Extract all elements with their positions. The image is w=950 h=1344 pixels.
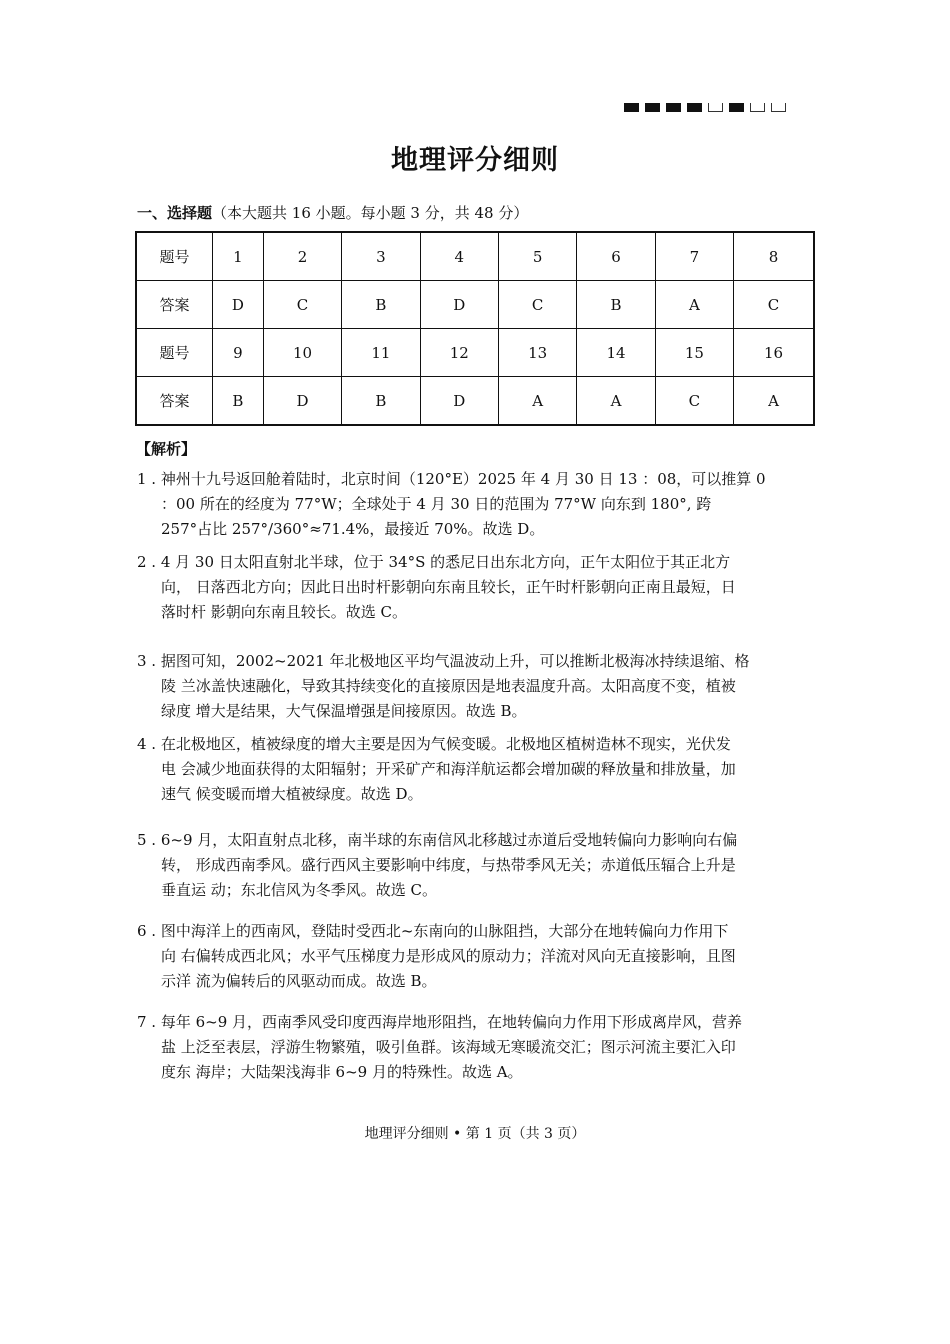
answer-table — [135, 231, 815, 426]
table-cell: A — [734, 377, 814, 426]
table-cell: 6 — [577, 232, 655, 281]
header-mark — [687, 103, 702, 112]
table-cell: A — [577, 377, 655, 426]
analysis-item — [137, 732, 813, 807]
table-cell: D — [420, 377, 498, 426]
analysis-line: 3 . 据图可知，2002~2021 年北极地区平均气温波动上升，可以推断北极海冰持续退缩、格 — [137, 652, 750, 670]
header-mark — [666, 103, 681, 112]
table-cell: 8 — [734, 232, 814, 281]
analysis-item — [137, 828, 813, 903]
analysis-line: 7 . 每年 6~9 月，西南季风受印度西海岸地形阻挡，在地转偏向力作用下形成离岸风，营养 — [137, 1013, 743, 1031]
row-header: 题号 — [136, 329, 213, 377]
page-title: 地理评分细则 — [391, 145, 559, 176]
section-heading — [137, 202, 528, 223]
table-cell: 11 — [342, 329, 420, 377]
analysis-item — [137, 919, 813, 994]
section-label: 一、选择题 — [137, 204, 213, 222]
table-cell: B — [342, 377, 420, 426]
table-cell: 2 — [263, 232, 341, 281]
table-cell: 7 — [655, 232, 733, 281]
row-header: 答案 — [136, 281, 213, 329]
analysis-item — [137, 550, 813, 625]
table-cell: D — [420, 281, 498, 329]
analysis-line: 度东 海岸；大陆架浅海非 6~9 月的特殊性。故选 A。 — [161, 1063, 523, 1081]
row-header: 题号 — [136, 232, 213, 281]
table-cell: B — [213, 377, 264, 426]
analysis-line: 示洋 流为偏转后的风驱动而成。故选 B。 — [161, 972, 437, 990]
analysis-line: 2 . 4 月 30 日太阳直射北半球，位于 34°S 的悉尼日出东北方向，正午太阳位于其正北方 — [137, 553, 731, 571]
analysis-line: 257°占比 257°/360°≈71.4%，最接近 70%。故选 D。 — [161, 520, 545, 538]
analysis-line: 速气 候变暖而增大植被绿度。故选 D。 — [161, 785, 423, 803]
table-cell: C — [655, 377, 733, 426]
header-mark — [645, 103, 660, 112]
table-cell: C — [263, 281, 341, 329]
table-cell: 3 — [342, 232, 420, 281]
table-cell: A — [498, 377, 576, 426]
table-row — [136, 281, 814, 329]
header-mark — [750, 103, 765, 112]
analysis-line: 落时杆 影朝向东南且较长。故选 C。 — [161, 603, 408, 621]
table-cell: B — [577, 281, 655, 329]
analysis-line: ：00 所在的经度为 77°W；全球处于 4 月 30 日的范围为 77°W 向东到 180°, 跨 — [161, 495, 712, 513]
header-mark — [729, 103, 744, 112]
analysis-line: 向， 日落西北方向；因此日出时杆影朝向东南且较长，正午时杆影朝向正南且最短，日 — [161, 578, 736, 596]
table-cell: D — [263, 377, 341, 426]
table-cell: 4 — [420, 232, 498, 281]
analysis-line: 1 . 神州十九号返回舱着陆时，北京时间（120°E）2025 年 4 月 30 日 13 ：08，可以推算 0 — [137, 470, 766, 488]
table-cell: B — [342, 281, 420, 329]
table-cell: 1 — [213, 232, 264, 281]
table-cell: 16 — [734, 329, 814, 377]
analysis-line: 向 右偏转成西北风；水平气压梯度力是形成风的原动力；洋流对风向无直接影响，且图 — [161, 947, 736, 965]
table-cell: D — [213, 281, 264, 329]
analysis-line: 绿度 增大是结果，大气保温增强是间接原因。故选 B。 — [161, 702, 527, 720]
table-cell: 13 — [498, 329, 576, 377]
table-cell: A — [655, 281, 733, 329]
analysis-line: 盐 上泛至表层，浮游生物繁殖，吸引鱼群。该海域无寒暖流交汇；图示河流主要汇入印 — [161, 1038, 736, 1056]
table-cell: C — [498, 281, 576, 329]
analysis-item — [137, 467, 813, 542]
header-mark — [708, 103, 723, 112]
header-mark — [624, 103, 639, 112]
table-cell: 12 — [420, 329, 498, 377]
analysis-line: 6 . 图中海洋上的西南风，登陆时受西北~东南向的山脉阻挡，大部分在地转偏向力作用下 — [137, 922, 729, 940]
analysis-item — [137, 649, 813, 724]
page-footer: 地理评分细则 • 第 1 页（共 3 页） — [364, 1126, 586, 1142]
table-cell: C — [734, 281, 814, 329]
header-mark — [771, 103, 786, 112]
table-cell: 14 — [577, 329, 655, 377]
table-cell: 5 — [498, 232, 576, 281]
analysis-line: 垂直运 动；东北信风为冬季风。故选 C。 — [161, 881, 438, 899]
table-cell: 10 — [263, 329, 341, 377]
analysis-line: 转， 形成西南季风。盛行西风主要影响中纬度，与热带季风无关；赤道低压辐合上升是 — [161, 856, 736, 874]
header-marks — [624, 103, 786, 112]
table-cell: 9 — [213, 329, 264, 377]
row-header: 答案 — [136, 377, 213, 426]
analysis-line: 陵 兰冰盖快速融化，导致其持续变化的直接原因是地表温度升高。太阳高度不变，植被 — [161, 677, 736, 695]
table-row — [136, 232, 814, 281]
table-row — [136, 377, 814, 426]
analysis-label: 【解析】 — [136, 440, 197, 458]
analysis-item — [137, 1010, 813, 1085]
section-note: （本大题共 16 小题。每小题 3 分，共 48 分） — [212, 204, 529, 222]
analysis-line: 5 . 6~9 月，太阳直射点北移，南半球的东南信风北移越过赤道后受地转偏向力影响向右偏 — [137, 831, 738, 849]
table-row — [136, 329, 814, 377]
table-cell: 15 — [655, 329, 733, 377]
analysis-line: 4 . 在北极地区，植被绿度的增大主要是因为气候变暖。北极地区植树造林不现实，光伏发 — [137, 735, 731, 753]
analysis-line: 电 会减少地面获得的太阳辐射；开采矿产和海洋航运都会增加碳的释放量和排放量，加 — [161, 760, 736, 778]
